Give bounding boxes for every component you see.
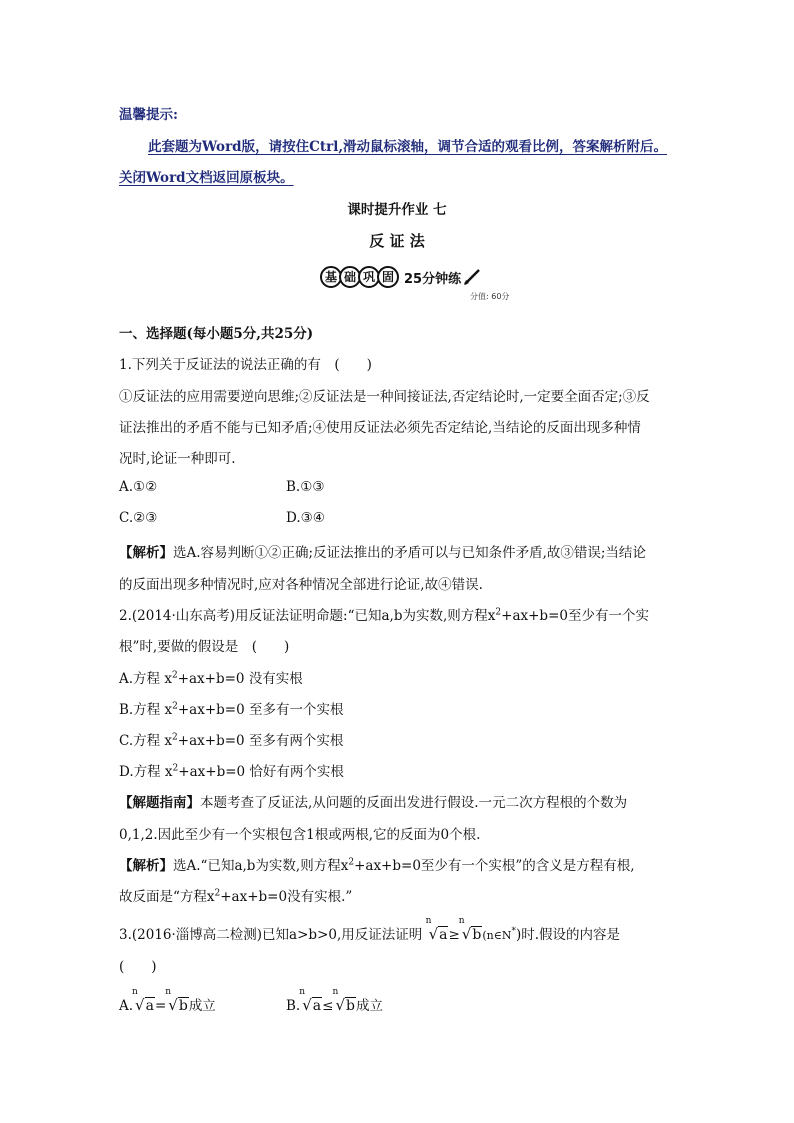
option-text: 至多有一个实根 — [248, 702, 344, 718]
equation-text: 方程 x — [133, 733, 173, 749]
q2-analysis — [119, 854, 635, 874]
badge-label: 25分钟练 — [404, 271, 462, 287]
superscript: 2 — [172, 701, 178, 712]
relation-sign: ≤ — [322, 998, 334, 1014]
analysis-text: +ax+b=0至少有一个实根”的含义是方程有根, — [354, 858, 635, 874]
option-text: 成立 — [355, 998, 383, 1014]
nth-root — [458, 916, 483, 943]
superscript: 2 — [214, 888, 221, 899]
q2-option-c — [119, 729, 343, 749]
radical-sign: √ — [168, 996, 178, 1014]
analysis-text: 选A.“已知a,b为实数,则方程x — [173, 858, 349, 874]
radicand: b — [346, 998, 355, 1014]
q2-stem — [119, 604, 649, 624]
root-index: n — [425, 916, 432, 926]
q1-body-line: 况时,论证一种即可. — [119, 451, 236, 467]
q1-option-c: C.②③ — [119, 510, 158, 526]
q1-option-a: A.①② — [119, 479, 158, 495]
radicand: a — [145, 998, 154, 1014]
radicand: a — [439, 927, 448, 943]
q2-option-b — [119, 698, 343, 718]
notice-line-1: 此套题为Word版，请按住Ctrl,滑动鼠标滚轴，调节合适的观看比例，答案解析附后。 — [148, 139, 668, 155]
relation-sign: ≥ — [448, 927, 460, 943]
option-text: 成立 — [188, 998, 216, 1014]
analysis-text: +ax+b=0没有实根.” — [220, 889, 353, 905]
option-text: 没有实根 — [248, 671, 303, 687]
nth-root — [132, 987, 155, 1014]
option-letter: B. — [286, 998, 301, 1014]
root-index: n — [299, 987, 306, 997]
analysis-text: 故反面是“方程x — [119, 889, 215, 905]
superscript: 2 — [495, 607, 502, 618]
nth-root — [332, 987, 356, 1014]
equation-text: 方程 x — [133, 671, 172, 687]
q3-stem-line-2: ( ) — [119, 959, 157, 975]
option-letter: D. — [119, 764, 134, 780]
q3-option-b — [286, 987, 383, 1014]
option-text: 恰好有两个实根 — [249, 764, 344, 780]
relation-sign: = — [154, 998, 167, 1014]
radicand: a — [312, 998, 322, 1014]
q3-stem-text: 3.(2016·淄博高二检测)已知a>b>0,用反证法证明 — [119, 927, 423, 943]
option-letter: C. — [119, 733, 134, 749]
q2-stem-line-2: 根”时,要做的假设是 ( ) — [119, 639, 290, 655]
equation-text: +ax+b=0 — [178, 764, 246, 780]
equation-text: +ax+b=0 — [177, 702, 245, 718]
equation-text: +ax+b=0 — [177, 671, 245, 687]
nth-root — [165, 987, 189, 1014]
guide-text: 本题考查了反证法,从问题的反面出发进行假设.一元二次方程根的个数为 — [200, 795, 628, 811]
radical-sign: √ — [302, 996, 312, 1014]
q1-stem: 1.下列关于反证法的说法正确的有 ( ) — [119, 357, 372, 373]
option-letter: A. — [119, 671, 134, 687]
analysis-tag: 【解析】 — [119, 545, 173, 561]
radicand: b — [472, 927, 482, 943]
q1-analysis-line: 的反面出现多种情况时,应对各种情况全部进行论证,故④错误. — [119, 577, 483, 593]
equation-text: 方程 x — [133, 764, 173, 780]
q2-stem-text: +ax+b=0至少有一个实 — [501, 608, 649, 624]
root-index: n — [132, 987, 138, 997]
badge-char: 础 — [339, 266, 361, 288]
option-letter: B. — [119, 702, 134, 718]
superscript: * — [511, 926, 516, 937]
equation-text: 方程 x — [133, 702, 173, 718]
score-label: 分值: 60分 — [470, 292, 510, 301]
root-index: n — [458, 916, 465, 926]
nth-root — [299, 987, 322, 1014]
notice-line-2: 关闭Word文档返回原板块。 — [119, 170, 294, 186]
option-letter: A. — [119, 998, 134, 1014]
q1-body-line: 证法推出的矛盾不能与已知矛盾;④使用反证法必须先否定结论,当结论的反面出现多种情 — [119, 420, 641, 436]
radicand: b — [178, 998, 188, 1014]
practice-badge — [320, 266, 481, 288]
q2-guide — [119, 791, 627, 811]
q2-option-a — [119, 667, 303, 687]
root-index: n — [332, 987, 339, 997]
q3-stem-text: )时.假设的内容是 — [515, 927, 621, 943]
q2-analysis-line-2 — [119, 885, 352, 905]
superscript: 2 — [171, 670, 178, 681]
badge-char: 基 — [320, 266, 342, 288]
option-text: 至多有两个实根 — [248, 733, 344, 749]
q1-option-b: B.①③ — [286, 479, 325, 495]
nth-root — [425, 916, 449, 943]
page-subtitle: 反 证 法 — [369, 232, 425, 250]
q1-option-d: D.③④ — [286, 510, 325, 526]
superscript: 2 — [172, 732, 178, 743]
pen-icon — [463, 268, 481, 286]
q3-stem — [119, 916, 621, 943]
q2-option-d — [119, 760, 344, 780]
q1-analysis — [119, 541, 646, 561]
q3-option-a — [119, 987, 216, 1014]
radical-sign: √ — [461, 925, 472, 943]
analysis-text: 选A.容易判断①②正确;反证法推出的矛盾可以与已知条件矛盾,故③错误;当结论 — [173, 545, 646, 561]
root-index: n — [165, 987, 172, 997]
q1-body-line: ①反证法的应用需要逆向思维;②反证法是一种间接证法,否定结论时,一定要全面否定;③反 — [119, 389, 650, 405]
radical-sign: √ — [335, 996, 346, 1014]
guide-tag: 【解题指南】 — [119, 795, 200, 811]
badge-char: 巩 — [358, 266, 380, 288]
equation-text: +ax+b=0 — [177, 733, 245, 749]
q2-guide-line: 0,1,2.因此至少有一个实根包含1根或两根,它的反面为0个根. — [119, 827, 481, 843]
notice-heading: 温馨提示: — [119, 107, 178, 123]
q2-stem-text: 2.(2014·山东高考)用反证法证明命题:“已知a,b为实数,则方程x — [119, 608, 496, 624]
radical-sign: √ — [428, 925, 439, 943]
superscript: 2 — [172, 763, 179, 774]
superscript: 2 — [348, 857, 355, 868]
section-title: 一、选择题(每小题5分,共25分) — [119, 326, 314, 342]
radical-sign: √ — [135, 996, 145, 1014]
page-title: 课时提升作业 七 — [347, 202, 447, 218]
analysis-tag: 【解析】 — [119, 858, 173, 874]
badge-char: 固 — [377, 266, 399, 288]
q3-stem-text: (n∈N — [482, 929, 512, 942]
